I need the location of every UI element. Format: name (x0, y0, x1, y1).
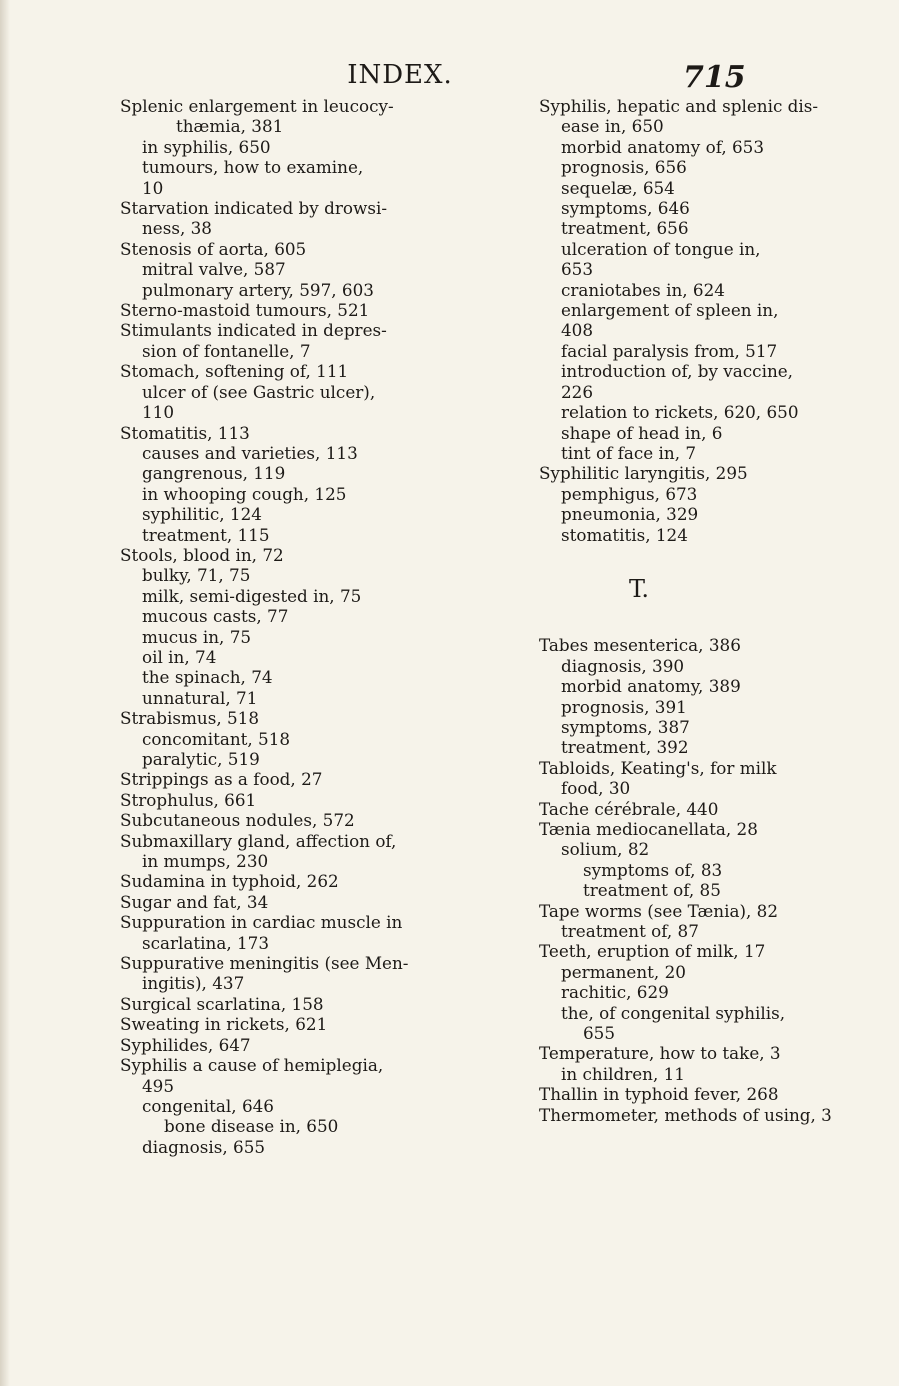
index-entry: Syphilides, 647 (120, 1034, 251, 1055)
index-entry: Syphilis, hepatic and splenic dis- (539, 96, 819, 116)
index-subentry: the, of congenital syphilis, (561, 1002, 786, 1023)
index-subentry: diagnosis, 390 (561, 655, 685, 676)
index-subentry: 655 (583, 1023, 616, 1044)
index-subentry: food, 30 (561, 778, 631, 799)
index-subentry: rachitic, 629 (561, 982, 669, 1003)
index-subentry: milk, semi-digested in, 75 (142, 585, 362, 606)
page-number: 715 (683, 60, 746, 95)
index-entry: Tænia mediocanellata, 28 (539, 819, 758, 839)
index-subentry: bulky, 71, 75 (142, 565, 251, 586)
index-subentry: causes and varieties, 113 (142, 442, 358, 463)
index-subentry: prognosis, 391 (561, 696, 687, 717)
index-column-left (120, 96, 510, 1157)
index-subentry: 495 (142, 1075, 175, 1096)
index-section-t (539, 635, 899, 1125)
index-subentry: scarlatina, 173 (142, 932, 270, 953)
index-subentry: ingitis), 437 (142, 973, 245, 994)
index-subentry: mucous casts, 77 (142, 606, 289, 627)
index-subentry: in syphilis, 650 (142, 136, 271, 157)
index-subentry: treatment of, 87 (561, 921, 699, 942)
index-subentry: mucus in, 75 (142, 626, 252, 647)
index-subentry: treatment of, 85 (583, 880, 721, 901)
index-subentry: ulcer of (see Gastric ulcer), (142, 381, 376, 402)
index-entry: Suppurative meningitis (see Men- (120, 953, 409, 974)
index-entry: Suppuration in cardiac muscle in (120, 912, 403, 933)
index-subentry: bone disease in, 650 (164, 1116, 339, 1137)
index-subentry: congenital, 646 (142, 1095, 274, 1116)
index-subentry: syphilitic, 124 (142, 504, 262, 525)
index-entry: Stools, blood in, 72 (120, 544, 284, 565)
index-entry: Sweating in rickets, 621 (120, 1014, 328, 1035)
index-entry: Syphilitic laryngitis, 295 (539, 463, 748, 484)
index-entry: Splenic enlargement in leucocy- (120, 96, 394, 116)
index-subentry: paralytic, 519 (142, 749, 260, 769)
index-subentry: enlargement of spleen in, (561, 300, 779, 321)
index-subentry: treatment, 392 (561, 737, 689, 758)
index-entry: Tache cérébrale, 440 (539, 798, 719, 819)
index-subentry: relation to rickets, 620, 650 (561, 402, 799, 423)
index-subentry: diagnosis, 655 (142, 1136, 266, 1157)
index-subentry: prognosis, 656 (561, 157, 687, 178)
page-binding-shadow (0, 0, 10, 1386)
index-entry: Stimulants indicated in depres- (120, 320, 387, 341)
index-entry: Stomach, softening of, 111 (120, 361, 349, 382)
index-subentry: ease in, 650 (561, 116, 664, 137)
index-subentry: symptoms, 646 (561, 198, 690, 219)
index-entry: Syphilis a cause of hemiplegia, (120, 1055, 384, 1076)
index-subentry: symptoms of, 83 (583, 859, 723, 880)
index-subentry: 110 (142, 402, 175, 423)
index-subentry: facial paralysis from, 517 (561, 340, 778, 361)
index-entry: Tabloids, Keating's, for milk (539, 757, 777, 778)
index-subentry: craniotabes in, 624 (561, 279, 725, 300)
index-entry: Thallin in typhoid fever, 268 (539, 1084, 779, 1105)
index-subentry: treatment, 115 (142, 524, 270, 545)
index-subentry: pulmonary artery, 597, 603 (142, 279, 374, 300)
index-entry: Strabismus, 518 (120, 708, 260, 729)
index-subentry: 653 (561, 259, 594, 280)
index-subentry: morbid anatomy, 389 (561, 676, 741, 697)
index-subentry: gangrenous, 119 (142, 463, 286, 484)
index-entry: Strophulus, 661 (120, 789, 257, 810)
index-entry: Teeth, eruption of milk, 17 (539, 941, 766, 962)
index-subentry: 226 (561, 381, 594, 402)
index-entry: Surgical scarlatina, 158 (120, 993, 324, 1014)
index-entry: Submaxillary gland, affection of, (120, 830, 397, 851)
index-subentry: treatment, 656 (561, 218, 689, 239)
index-entry: Sterno-mastoid tumours, 521 (120, 300, 370, 321)
running-header: INDEX. (347, 60, 453, 90)
index-subentry: 408 (561, 320, 594, 341)
index-subentry: 10 (142, 177, 164, 198)
index-subentry: pneumonia, 329 (561, 504, 699, 525)
index-entry: Tabes mesenterica, 386 (539, 635, 741, 656)
index-entry: Subcutaneous nodules, 572 (120, 810, 355, 831)
index-entry: Sugar and fat, 34 (120, 891, 269, 912)
index-subentry: introduction of, by vaccine, (561, 361, 794, 382)
index-subentry: thæmia, 381 (176, 116, 284, 137)
index-column-right (539, 96, 899, 1125)
index-subentry: ulceration of tongue in, (561, 238, 761, 259)
index-subentry: unnatural, 71 (142, 687, 258, 708)
index-subentry: shape of head in, 6 (561, 422, 723, 443)
index-entry: Stenosis of aorta, 605 (120, 238, 307, 259)
index-subentry: permanent, 20 (561, 961, 686, 982)
index-subentry: sion of fontanelle, 7 (142, 340, 311, 361)
index-entry: Strippings as a food, 27 (120, 769, 323, 790)
index-subentry: ness, 38 (142, 218, 212, 239)
index-subentry: solium, 82 (561, 839, 650, 860)
index-entry: Starvation indicated by drowsi- (120, 198, 387, 219)
index-subentry: sequelæ, 654 (561, 177, 675, 198)
index-subentry: tint of face in, 7 (561, 442, 697, 463)
index-entry: Stomatitis, 113 (120, 422, 250, 443)
index-section-s-continued (539, 96, 899, 545)
index-subentry: the spinach, 74 (142, 667, 273, 688)
index-subentry: tumours, how to examine, (142, 157, 364, 178)
index-entry: Thermometer, methods of using, 3 (539, 1104, 832, 1125)
index-subentry: in whooping cough, 125 (142, 483, 347, 504)
index-subentry: stomatitis, 124 (561, 524, 688, 545)
index-entry: Tape worms (see Tænia), 82 (539, 900, 779, 921)
index-subentry: concomitant, 518 (142, 728, 291, 749)
index-entry: Sudamina in typhoid, 262 (120, 871, 339, 892)
index-subentry: pemphigus, 673 (561, 483, 698, 504)
index-subentry: symptoms, 387 (561, 716, 690, 737)
index-subentry: morbid anatomy of, 653 (561, 136, 765, 157)
index-entry: Temperature, how to take, 3 (539, 1043, 781, 1064)
index-subentry: in mumps, 230 (142, 851, 269, 872)
index-subentry: mitral valve, 587 (142, 259, 286, 280)
index-subentry: oil in, 74 (142, 646, 217, 667)
section-letter-heading: T. (628, 574, 650, 603)
index-subentry: in children, 11 (561, 1063, 685, 1084)
